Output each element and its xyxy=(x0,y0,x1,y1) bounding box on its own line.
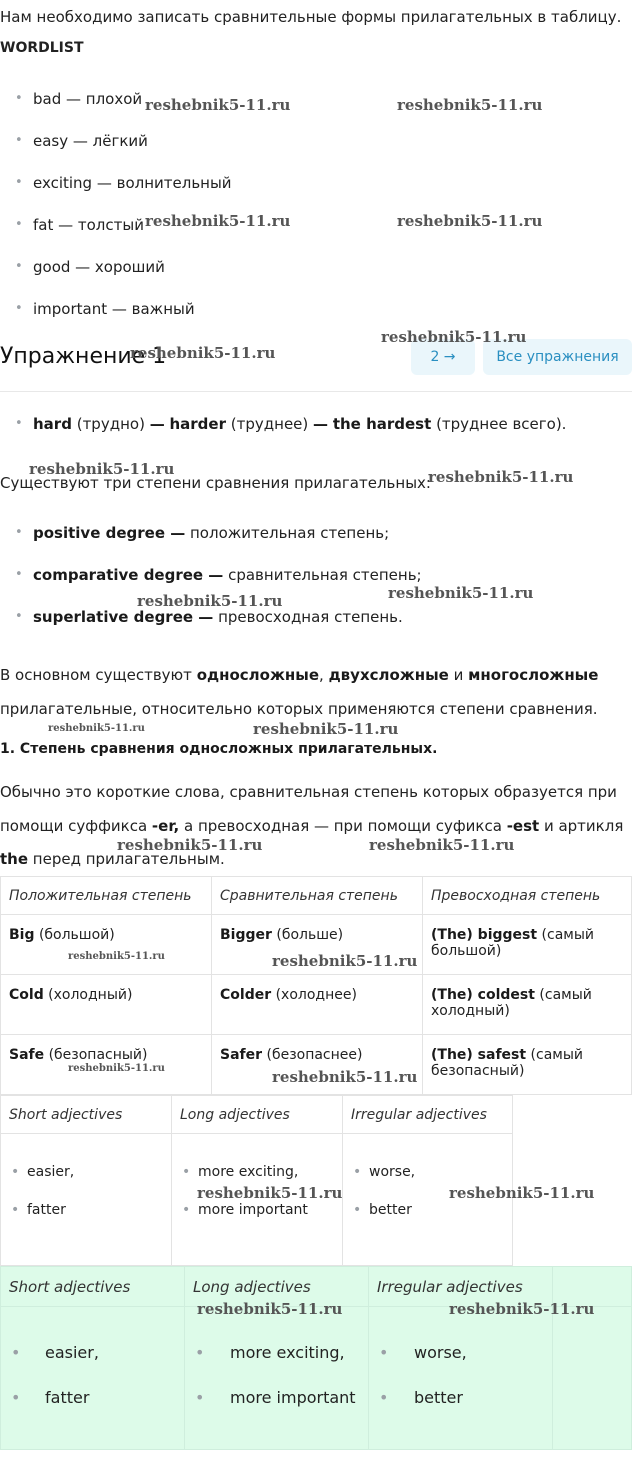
list-item: • comparative degree — сравнительная степень; xyxy=(33,566,422,584)
next-exercise-button[interactable]: 2 → xyxy=(411,339,475,375)
intro-text: Нам необходимо записать сравнительные формы прилагательных в таблицу. xyxy=(0,8,622,26)
watermark: reshebnik5-11.ru xyxy=(449,1184,595,1202)
table-header: Long adjectives xyxy=(172,1096,343,1134)
table-cell: (The) coldest (самый холодный) xyxy=(423,975,632,1035)
word-hard: hard xyxy=(33,415,72,433)
watermark: reshebnik5-11.ru xyxy=(381,328,527,346)
example-item: • hard (трудно) — harder (труднее) — the hardest (труднее всего). xyxy=(33,415,566,433)
table-cell: • more exciting, • more important xyxy=(185,1307,369,1450)
table-header: Сравнительная степень xyxy=(212,877,423,915)
list-item: • positive degree — положительная степень; xyxy=(33,524,389,542)
watermark: reshebnik5-11.ru xyxy=(68,1063,165,1074)
section-title: 1. Степень сравнения односложных прилагательных. xyxy=(0,741,438,757)
paragraph: Обычно это короткие слова, сравнительная степень которых образуется при xyxy=(0,783,617,801)
watermark: reshebnik5-11.ru xyxy=(117,836,263,854)
table-header: Long adjectives xyxy=(185,1267,369,1307)
watermark: reshebnik5-11.ru xyxy=(130,344,276,362)
table-cell: (The) safest (самый безопасный) xyxy=(423,1035,632,1095)
table-row xyxy=(1,1307,632,1450)
watermark: reshebnik5-11.ru xyxy=(48,723,145,734)
translation: (труднее всего). xyxy=(436,415,567,433)
table-cell: Bigger (больше) xyxy=(212,915,423,975)
word-hardest: the hardest xyxy=(332,415,432,433)
watermark: reshebnik5-11.ru xyxy=(397,212,543,230)
word-harder: harder xyxy=(169,415,226,433)
watermark: reshebnik5-11.ru xyxy=(272,1068,418,1086)
wordlist-title: WORDLIST xyxy=(0,40,84,56)
table-header: Short adjectives xyxy=(1,1267,185,1307)
watermark: reshebnik5-11.ru xyxy=(449,1300,595,1318)
translation: (труднее) xyxy=(230,415,309,433)
table-header: Irregular adjectives xyxy=(369,1267,553,1307)
watermark: reshebnik5-11.ru xyxy=(29,460,175,478)
adjectives-table xyxy=(0,1095,513,1266)
divider xyxy=(0,391,632,392)
table-cell: • worse, • better xyxy=(369,1307,553,1450)
table-cell: Big (большой) xyxy=(1,915,212,975)
watermark: reshebnik5-11.ru xyxy=(145,212,291,230)
table-cell: Safer (безопаснее) xyxy=(212,1035,423,1095)
list-item: • bad — плохой xyxy=(33,90,142,108)
translation: (трудно) xyxy=(76,415,145,433)
table-cell: • more exciting, • more important xyxy=(172,1134,343,1266)
watermark: reshebnik5-11.ru xyxy=(197,1300,343,1318)
paragraph: В основном существуют односложные, двухсложные и многосложные xyxy=(0,666,599,684)
watermark: reshebnik5-11.ru xyxy=(428,468,574,486)
table-cell: • easier, • fatter xyxy=(1,1134,172,1266)
watermark: reshebnik5-11.ru xyxy=(397,96,543,114)
watermark: reshebnik5-11.ru xyxy=(253,720,399,738)
all-exercises-button[interactable]: Все упражнения xyxy=(483,339,632,375)
table-header: Irregular adjectives xyxy=(343,1096,513,1134)
paragraph: прилагательные, относительно которых применяются степени сравнения. xyxy=(0,700,598,718)
table-row xyxy=(1,975,632,1035)
table-cell: • easier, • fatter xyxy=(1,1307,185,1450)
watermark: reshebnik5-11.ru xyxy=(369,836,515,854)
watermark: reshebnik5-11.ru xyxy=(197,1184,343,1202)
list-item: • fat — толстый xyxy=(33,216,144,234)
table-header: Положительная степень xyxy=(1,877,212,915)
table-cell: • worse, • better xyxy=(343,1134,513,1266)
exercise-title: Упражнение 1 xyxy=(0,344,167,369)
watermark: reshebnik5-11.ru xyxy=(272,952,418,970)
paragraph: помощи суффикса -er, а превосходная — при помощи суфикса -est и артикля xyxy=(0,817,624,835)
list-item: • exciting — волнительный xyxy=(33,174,232,192)
table-header: Short adjectives xyxy=(1,1096,172,1134)
table-cell: (The) biggest (самый большой) xyxy=(423,915,632,975)
table-header: Превосходная степень xyxy=(423,877,632,915)
watermark: reshebnik5-11.ru xyxy=(145,96,291,114)
watermark: reshebnik5-11.ru xyxy=(388,584,534,602)
table-cell: Safe (безопасный) xyxy=(1,1035,212,1095)
adjectives-table-green xyxy=(0,1266,632,1450)
degrees-intro: Существуют три степени сравнения прилагательных: xyxy=(0,474,431,492)
watermark: reshebnik5-11.ru xyxy=(68,951,165,962)
list-item: • important — важный xyxy=(33,300,195,318)
list-item: • easy — лёгкий xyxy=(33,132,148,150)
list-item: • superlative degree — превосходная степень. xyxy=(33,608,403,626)
table-cell: Colder (холоднее) xyxy=(212,975,423,1035)
paragraph: the перед прилагательным. xyxy=(0,850,225,868)
table-cell: Cold (холодный) xyxy=(1,975,212,1035)
watermark: reshebnik5-11.ru xyxy=(137,592,283,610)
list-item: • good — хороший xyxy=(33,258,165,276)
